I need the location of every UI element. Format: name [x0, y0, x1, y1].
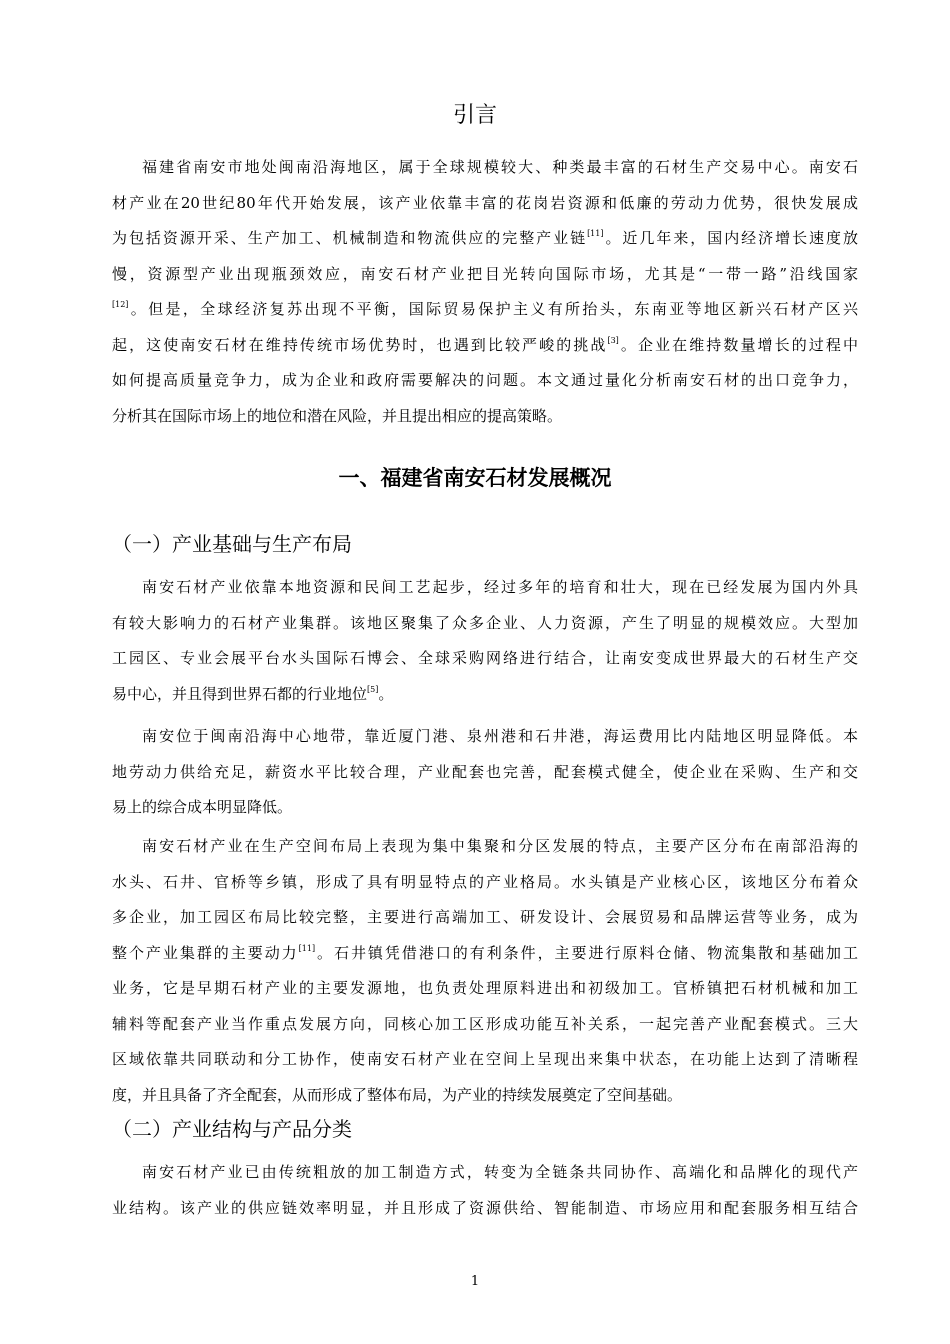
page-title: 引言 — [452, 103, 497, 128]
text-line: 业务，它是早期石材产业的主要发源地，也负责处理原料进出和初级加工。官桥镇把石材机械和加工 — [112, 979, 858, 997]
citation: [12] — [112, 300, 129, 309]
text-line: 如何提高质量竞争力，成为企业和政府需要解决的问题。本文通过量化分析南安石材的出口竞争力， — [112, 371, 858, 389]
text-run: 。 — [378, 684, 394, 703]
text-line: 多企业，加工园区布局比较完整，主要进行高端加工、研发设计、会展贸易和品牌运营等业务，成为 — [112, 908, 858, 926]
paragraph — [112, 570, 858, 712]
text-run: 。企业在维持数量增长的过程中 — [618, 335, 858, 354]
text-line: 工园区、专业会展平台水头国际石博会、全球采购网络进行结合，让南安变成世界最大的石材生产交 — [112, 649, 858, 667]
text-run: 起，这使南安石材在维持传统市场优势时，也遇到比较严峻的挑战 — [112, 335, 608, 354]
text-run: 易中心，并且得到世界石都的行业地位 — [112, 684, 368, 703]
text-line: 南安石材产业已由传统粗放的加工制造方式，转变为全链条共同协作、高端化和品牌化的现代产 — [142, 1163, 858, 1181]
text-line: 业结构。该产业的供应链效率明显，并且形成了资源供给、智能制造、市场应用和配套服务相互结合 — [112, 1198, 858, 1217]
paragraph — [112, 719, 858, 826]
text-run: 为包括资源开采、生产加工、机械制造和物流供应的完整产业链 — [112, 229, 588, 247]
text-line — [112, 936, 858, 972]
text-line: 水头、石井、官桥等乡镇，形成了具有明显特点的产业格局。水头镇是产业核心区，该地区分布着众 — [112, 872, 858, 891]
citation: [11] — [587, 229, 604, 238]
text-line: 南安位于闽南沿海中心地带，靠近厦门港、泉州港和石井港，海运费用比内陆地区明显降低。本 — [142, 727, 858, 745]
text-line: 有较大影响力的石材产业集群。该地区聚集了众多企业、人力资源，产生了明显的规模效应。大型加 — [112, 613, 858, 632]
text-line: 地劳动力供给充足，薪资水平比较合理，产业配套也完善，配套模式健全，使企业在采购、生产和交 — [112, 762, 858, 781]
text-line: 区域依靠共同联动和分工协作，使南安石材产业在空间上呈现出来集中状态，在功能上达到了清晰程 — [112, 1050, 858, 1068]
text-run: 。但是，全球经济复苏出现不平衡，国际贸易保护主义有所抬头，东南亚等地区新兴石材产区兴 — [128, 300, 858, 318]
text-line — [112, 677, 858, 713]
text-line — [112, 292, 858, 328]
text-line: 易上的综合成本明显降低。 — [112, 798, 293, 816]
paragraph — [112, 829, 858, 1113]
text-run: 。近几年来，国内经济增长速度放 — [603, 229, 858, 247]
intro-paragraph — [112, 150, 858, 434]
citation: [3] — [607, 335, 619, 345]
text-line: 慢，资源型产业出现瓶颈效应，南安石材产业把目光转向国际市场，尤其是“一带一路”沿线国家 — [112, 264, 858, 283]
text-line — [112, 221, 858, 257]
text-line: 度，并且具备了齐全配套，从而形成了整体布局，为产业的持续发展奠定了空间基础。 — [112, 1085, 683, 1104]
section-heading: 一、福建省南安石材发展概况 — [338, 466, 612, 490]
page-number: 1 — [470, 1274, 480, 1289]
text-line: 辅料等配套产业当作重点发展方向，同核心加工区形成功能互补关系，一起完善产业配套模式。三大 — [112, 1014, 858, 1033]
text-line: 材产业在20世纪80年代开始发展，该产业依靠丰富的花岗岩资源和低廉的劳动力优势，很快发展成 — [112, 193, 858, 212]
paragraph — [112, 1155, 858, 1226]
text-run: 。石井镇凭借港口的有利条件，主要进行原料仓储、物流集散和基础加工 — [315, 943, 858, 962]
text-line — [112, 328, 858, 364]
citation: [11] — [298, 943, 316, 953]
text-line: 分析其在国际市场上的地位和潜在风险，并且提出相应的提高策略。 — [112, 406, 563, 425]
text-line: 南安石材产业在生产空间布局上表现为集中集聚和分区发展的特点，主要产区分布在南部沿海的 — [142, 837, 858, 855]
subsection-heading: （二）产业结构与产品分类 — [112, 1117, 352, 1141]
subsection-heading: （一）产业基础与生产布局 — [112, 532, 352, 556]
text-line: 南安石材产业依靠本地资源和民间工艺起步，经过多年的培育和壮大，现在已经发展为国内外具 — [142, 578, 858, 596]
text-line: 福建省南安市地处闽南沿海地区，属于全球规模较大、种类最丰富的石材生产交易中心。南安石 — [142, 158, 858, 176]
citation: [5] — [367, 684, 379, 694]
text-run: 整个产业集群的主要动力 — [112, 943, 299, 962]
